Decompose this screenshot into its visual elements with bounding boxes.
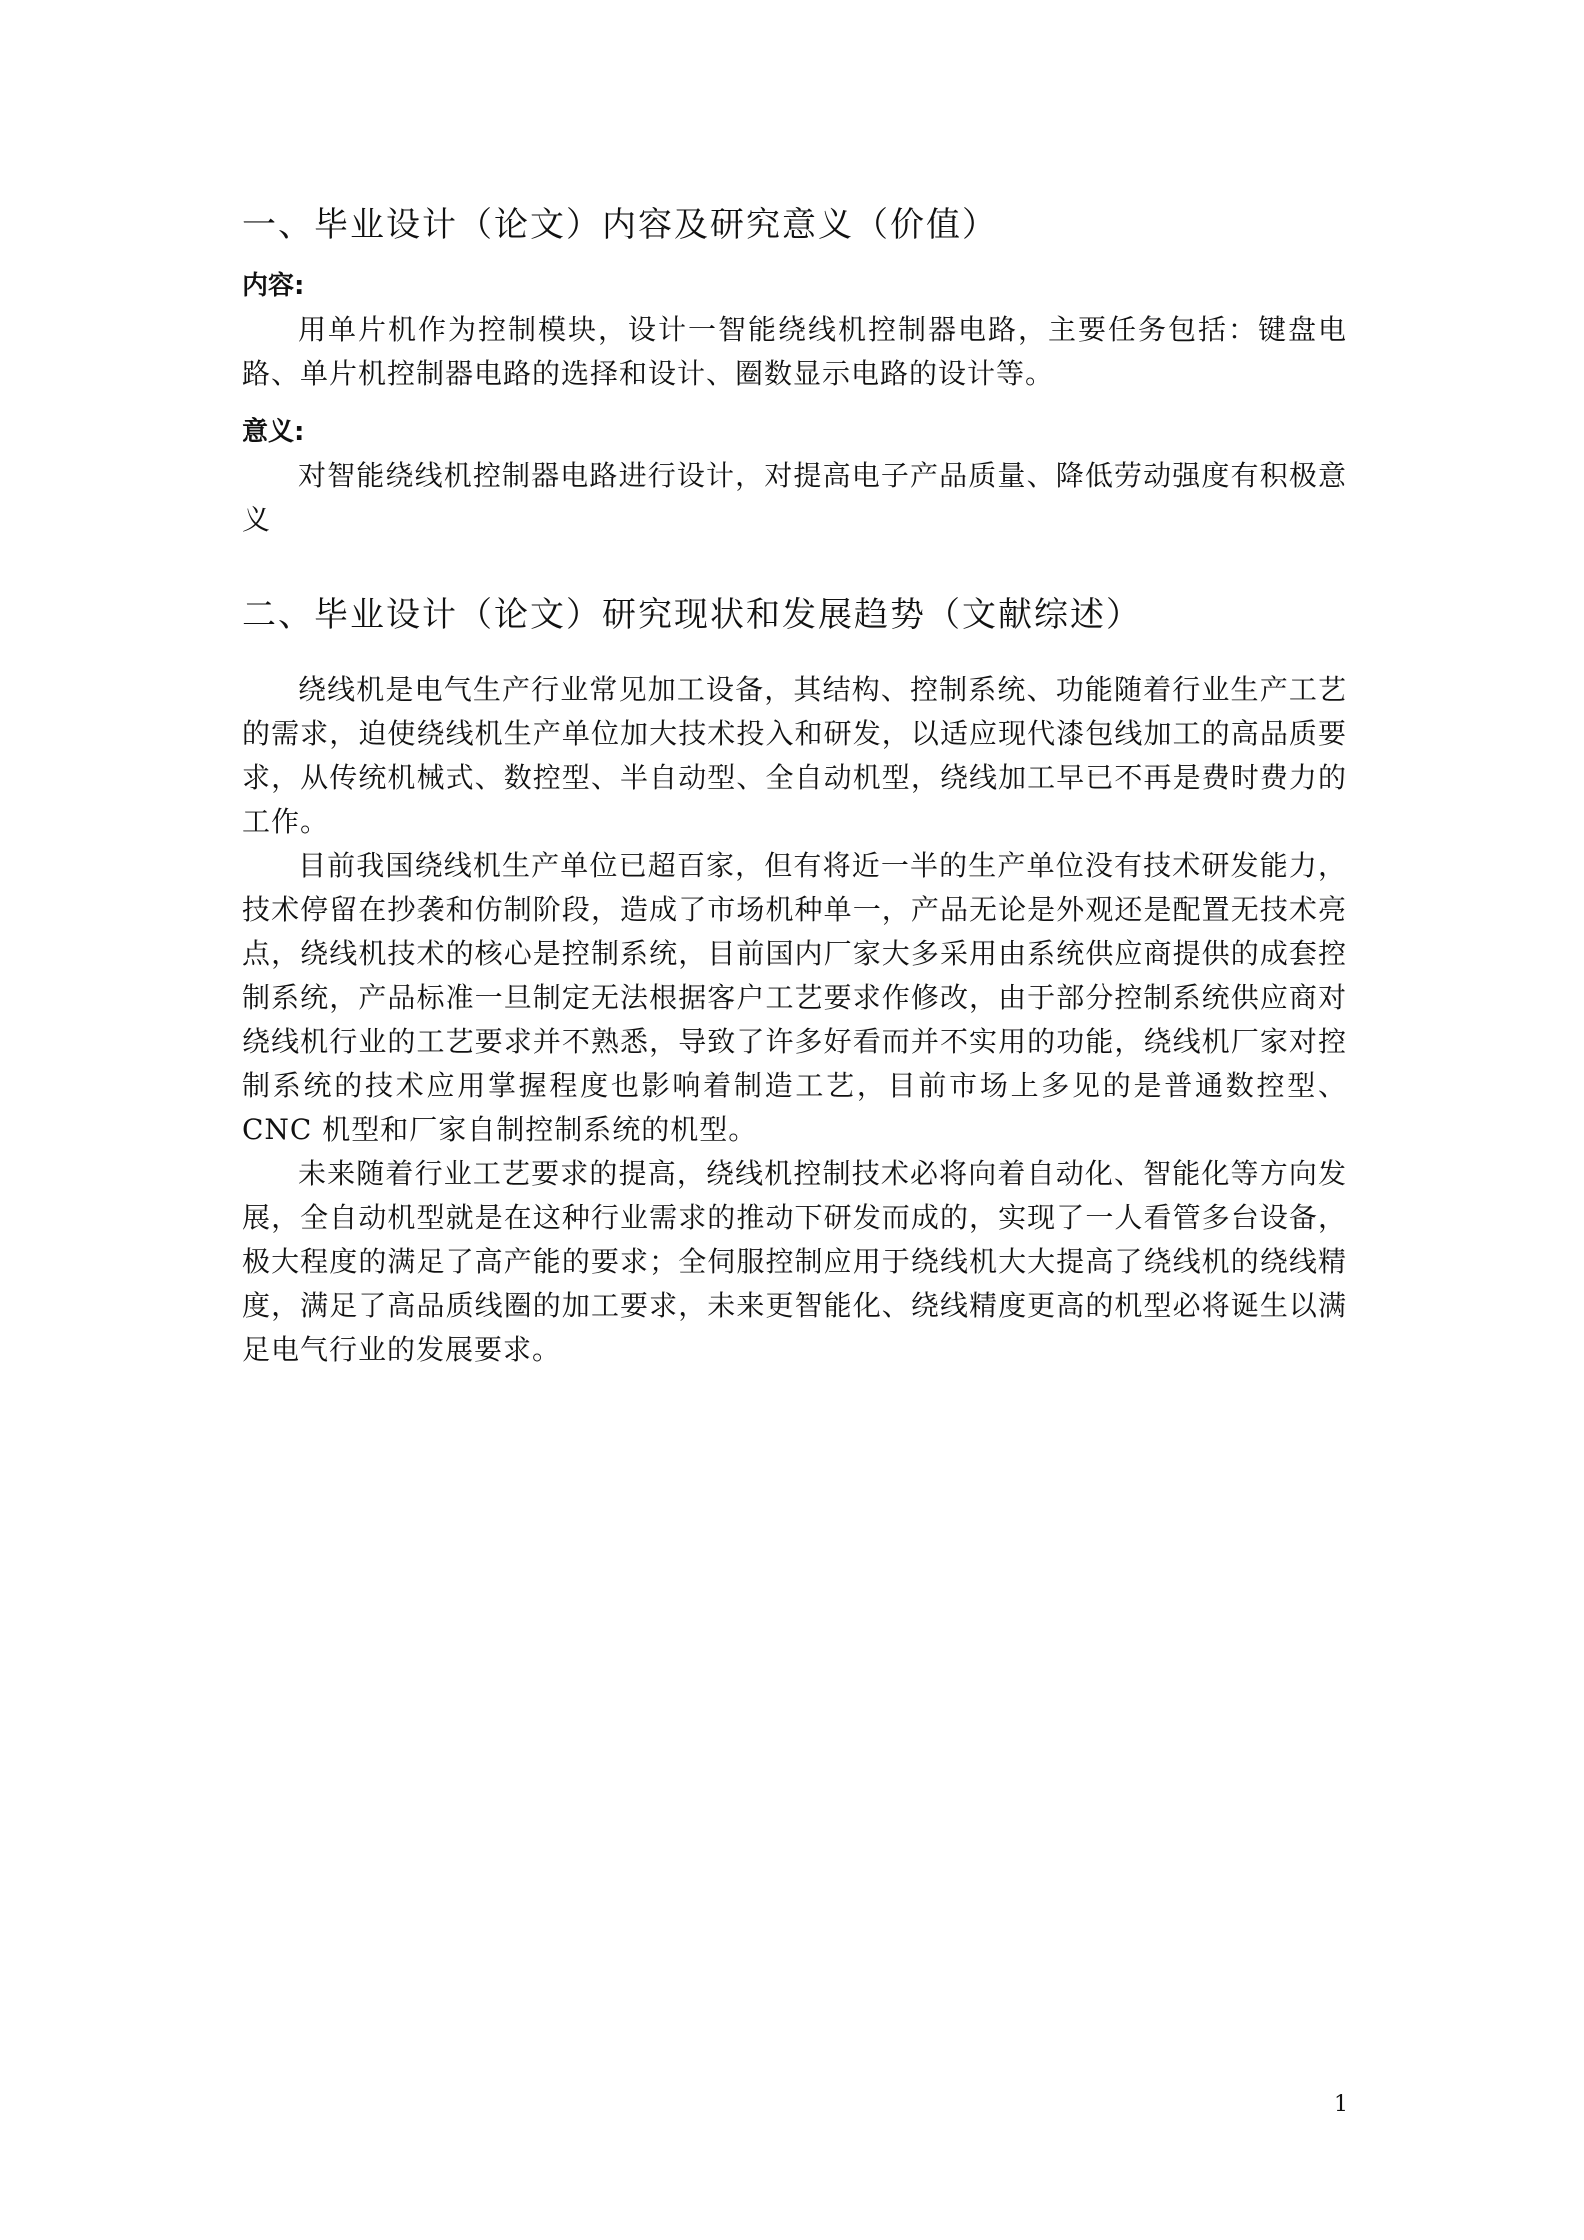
review-paragraph-2: 目前我国绕线机生产单位已超百家，但有将近一半的生产单位没有技术研发能力，技术停留在抄袭和仿制阶段，造成了市场机种单一，产品无论是外观还是配置无技术亮点，绕线机技术的核心是控制系统，目前国内厂家大多采用由系统供应商提供的成套控制系统，产品标准一旦制定无法根据客户工艺要求作修改，由于部分控制系统供应商对绕线机行业的工艺要求并不熟悉，导致了许多好看而并不实用的功能，绕线机厂家对控制系统的技术应用掌握程度也影响着制造工艺，目前市场上多见的是普通数控型、CNC 机型和厂家自制控制系统的机型。 — [242, 849, 1347, 1146]
significance-label: 意义: — [242, 417, 305, 447]
section-1-heading: 一、毕业设计（论文）内容及研究意义（价值） — [242, 205, 998, 245]
page-number: 1 — [1334, 2092, 1348, 2117]
significance-paragraph: 对智能绕线机控制器电路进行设计，对提高电子产品质量、降低劳动强度有积极意义 — [242, 459, 1347, 536]
document-page — [242, 200, 1347, 1372]
content-label: 内容: — [242, 271, 305, 301]
review-paragraph-3: 未来随着行业工艺要求的提高，绕线机控制技术必将向着自动化、智能化等方向发展，全自动机型就是在这种行业需求的推动下研发而成的，实现了一人看管多台设备，极大程度的满足了高产能的要求；全伺服控制应用于绕线机大大提高了绕线机的绕线精度，满足了高品质线圈的加工要求，未来更智能化、绕线精度更高的机型必将诞生以满足电气行业的发展要求。 — [242, 1157, 1347, 1366]
review-paragraph-1: 绕线机是电气生产行业常见加工设备，其结构、控制系统、功能随着行业生产工艺的需求，迫使绕线机生产单位加大技术投入和研发，以适应现代漆包线加工的高品质要求，从传统机械式、数控型、半自动型、全自动机型，绕线加工早已不再是费时费力的工作。 — [242, 673, 1347, 838]
content-paragraph: 用单片机作为控制模块，设计一智能绕线机控制器电路，主要任务包括：键盘电路、单片机控制器电路的选择和设计、圈数显示电路的设计等。 — [242, 313, 1347, 390]
section-2-heading: 二、毕业设计（论文）研究现状和发展趋势（文献综述） — [242, 595, 1142, 635]
